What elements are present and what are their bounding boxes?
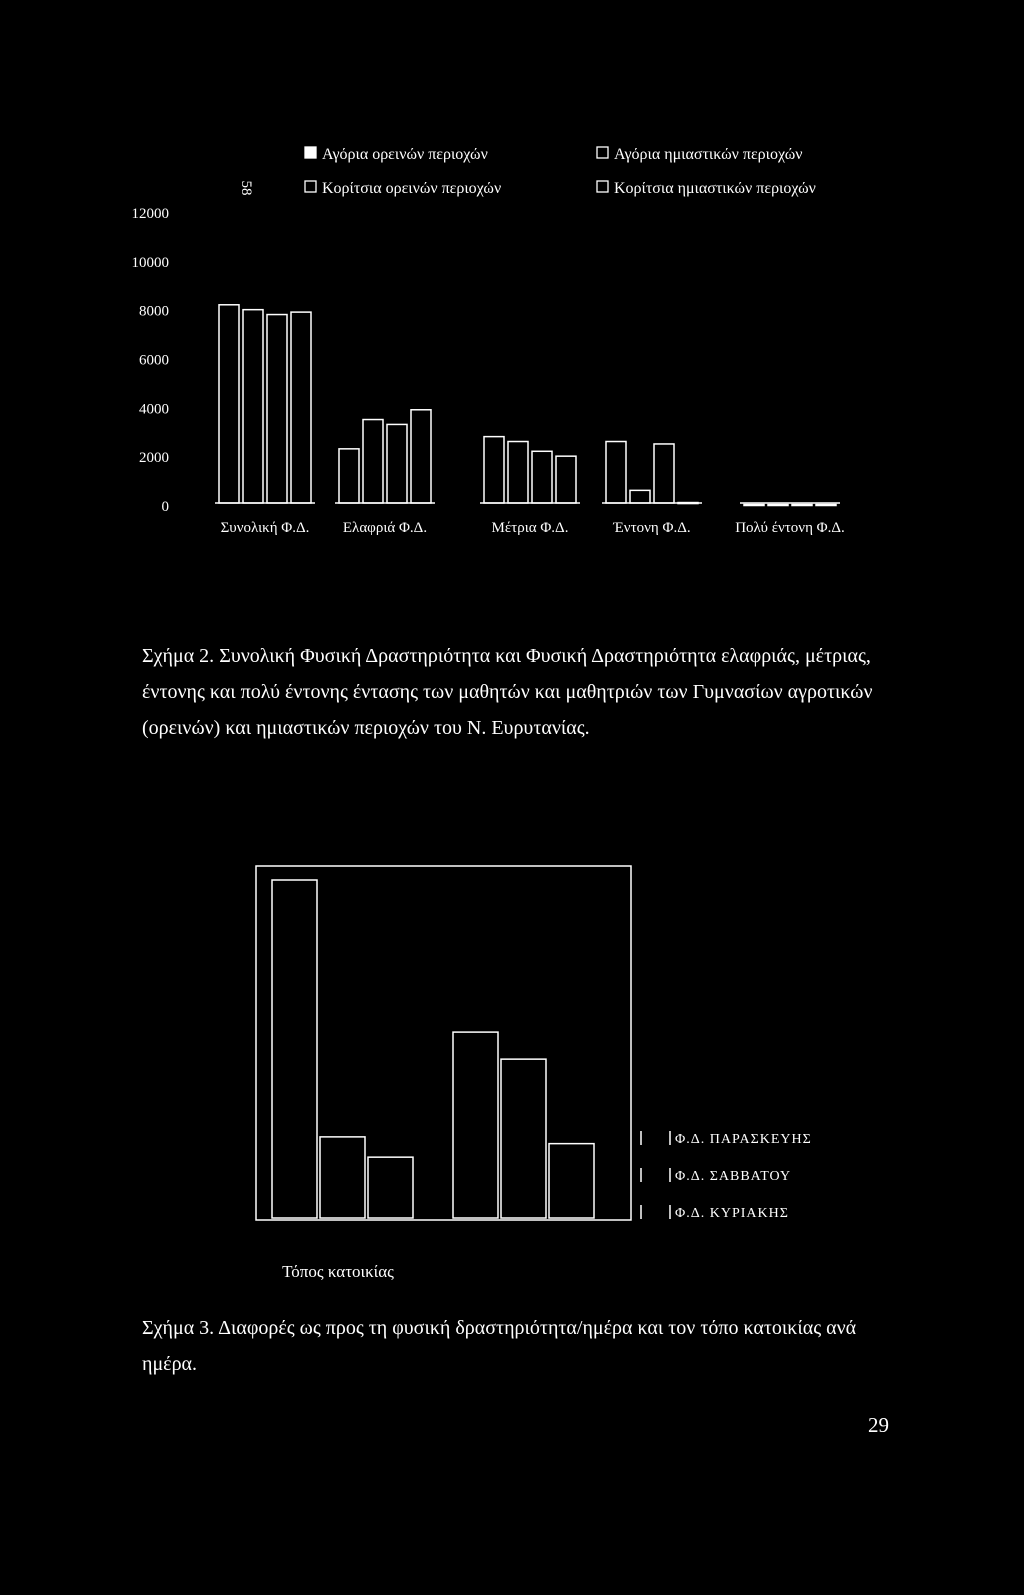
figure-3-caption (142, 1310, 912, 1382)
bar-s1-c0 (243, 310, 263, 503)
bar-s2-g0 (368, 1157, 413, 1218)
x-tick-label: Έντονη Φ.Δ. (613, 520, 691, 536)
x-tick-label: Μέτρια Φ.Δ. (491, 520, 569, 536)
bar-s1-c1 (363, 420, 383, 503)
bar-s3-c4 (816, 505, 836, 506)
x-tick-label: Ελαφριά Φ.Δ. (342, 520, 428, 536)
legend-label: Φ.Δ. ΠΑΡΑΣΚΕΥΗΣ (675, 1132, 812, 1147)
chart-annotation-58: 58 (238, 180, 254, 196)
bar-s0-g0 (272, 880, 317, 1218)
legend-label: Φ.Δ. ΣΑΒΒΑΤΟΥ (675, 1169, 792, 1184)
figure-3-chart (0, 860, 1024, 1280)
y-tick-label: 8000 (139, 303, 169, 320)
y-tick-label: 12000 (131, 206, 169, 222)
legend-label: Αγόρια ορεινών περιοχών (322, 146, 488, 163)
y-tick-label: 4000 (139, 401, 169, 418)
bar-s3-c2 (556, 456, 576, 503)
legend-swatch (597, 147, 608, 158)
legend-swatch (597, 181, 608, 192)
x-tick-label: Πολύ έντονη Φ.Δ. (735, 520, 845, 536)
figure-2-caption (142, 638, 912, 746)
x-axis-label: Τόπος κατοικίας (282, 1262, 394, 1280)
legend-label: Φ.Δ. ΚΥΡΙΑΚΗΣ (675, 1206, 789, 1221)
x-tick-label: Συνολική Φ.Δ. (220, 520, 310, 536)
legend-label: Κορίτσια ορεινών περιοχών (322, 180, 502, 197)
legend-label: Κορίτσια ημιαστικών περιοχών (614, 180, 816, 197)
bar-s2-g1 (549, 1144, 594, 1218)
bar-s0-c3 (606, 442, 626, 503)
bar-s0-c2 (484, 437, 504, 503)
bar-s1-c2 (508, 442, 528, 503)
bar-s1-c3 (630, 490, 650, 503)
bar-s2-c4 (792, 505, 812, 506)
bar-s2-c1 (387, 424, 407, 503)
figure-2-label: Σχήμα 2. (142, 645, 215, 667)
figure-3-text: Διαφορές ως προς τη φυσική δραστηριότητα/ημέρα και τον τόπο κατοικίας ανά ημέρα. (142, 1317, 857, 1375)
page-number: 29 (868, 1413, 889, 1437)
y-tick-label: 6000 (139, 352, 169, 369)
legend-swatch (305, 181, 316, 192)
bar-s2-c2 (532, 451, 552, 503)
bar-s2-c3 (654, 444, 674, 503)
bar-s0-c0 (219, 305, 239, 503)
y-tick-label: 0 (161, 499, 169, 515)
legend-label: Αγόρια ημιαστικών περιοχών (614, 146, 803, 163)
bar-s3-c1 (411, 410, 431, 503)
legend-swatch (305, 147, 316, 158)
figure-2-chart (0, 0, 1024, 560)
y-tick-label: 10000 (131, 254, 169, 271)
figure-3-label: Σχήμα 3. (142, 1317, 215, 1339)
bar-s0-c1 (339, 449, 359, 503)
bar-s1-g1 (501, 1059, 546, 1218)
bar-s2-c0 (267, 315, 287, 503)
figure-2-text: Συνολική Φυσική Δραστηριότητα και Φυσική Δραστηριότητα ελαφριάς, μέτριας, έντονης και πολύ έντονης έντασης των μαθητών και μαθητριών των Γυμνασίων αγροτικών (ορεινών) και ημιαστικών περιοχών του Ν. Ευρυτανίας. (142, 645, 873, 739)
bar-s3-c0 (291, 312, 311, 503)
plot-frame (256, 866, 631, 1220)
y-tick-label: 2000 (139, 450, 169, 467)
bar-s1-c4 (768, 505, 788, 506)
bar-s1-g0 (320, 1137, 365, 1218)
bar-s0-g1 (453, 1032, 498, 1218)
bar-s0-c4 (744, 505, 764, 506)
